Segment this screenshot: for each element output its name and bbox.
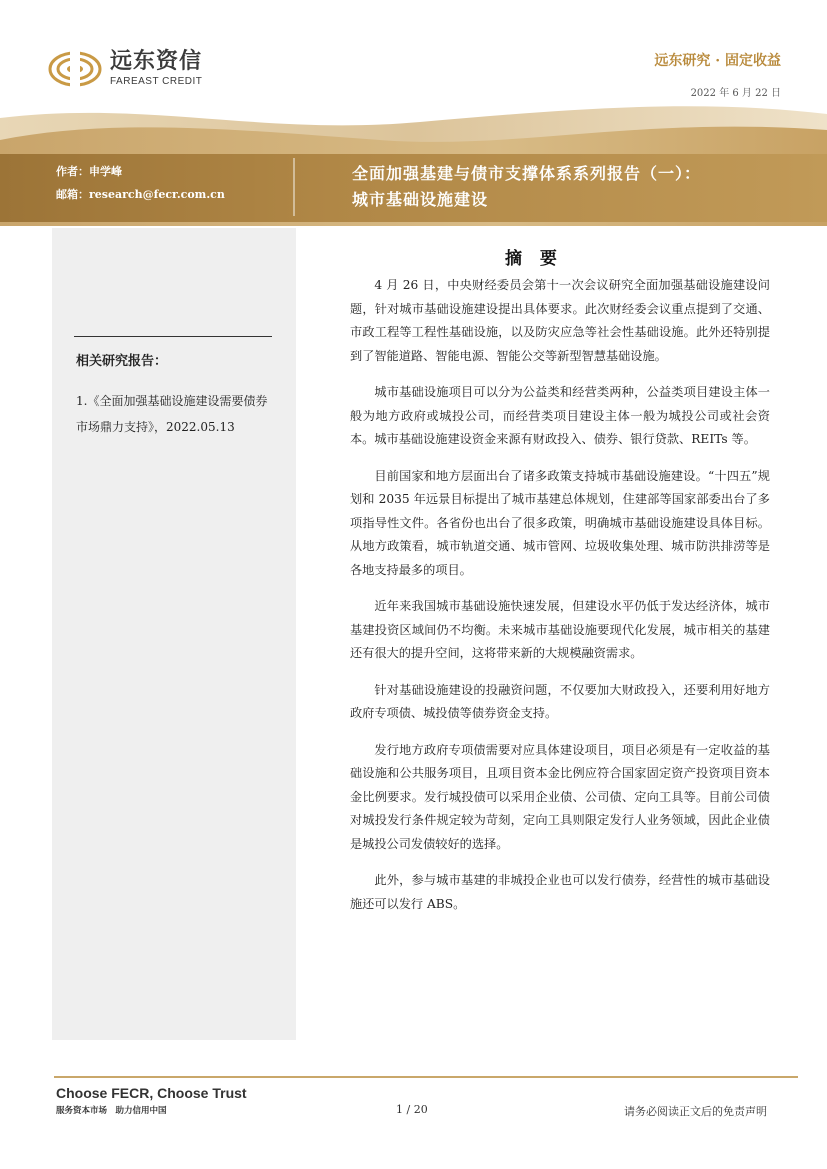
footer-subtitle: 服务资本市场 助力信用中国 [56, 1106, 167, 1116]
sidebar-divider [74, 336, 272, 337]
logo [48, 50, 202, 88]
footer-slogan: Choose FECR, Choose Trust [56, 1085, 247, 1101]
abstract-paragraph: 针对基础设施建设的投融资问题，不仅要加大财政投入，还要利用好地方政府专项债、城投债等债券资金支持。 [350, 682, 770, 720]
page-number: 1 / 20 [396, 1103, 428, 1116]
related-reports-title: 相关研究报告： [76, 354, 168, 369]
related-report-item[interactable]: 1.《全面加强基础设施建设需要债券市场鼎力支持》，2022.05.13 [76, 394, 268, 434]
footer-divider [54, 1076, 798, 1078]
logo-english-name: FAREAST CREDIT [110, 76, 203, 87]
abstract-paragraph: 发行地方政府专项债需要对应具体建设项目，项目必须是有一定收益的基础设施和公共服务项目，且项目资本金比例应符合国家固定资产投资项目资本金比例要求。发行城投债可以采用企业债、公司债、定向工具等。目前公司债对城投发行条件规定较为苛刻，定向工具则限定发行人业务领域，因此企业债是城投公司发债较好的选择。 [350, 742, 770, 851]
author: 作者：申学峰 [56, 165, 122, 178]
report-title-line2: 城市基础设施建设 [352, 190, 489, 209]
abstract-paragraph: 城市基础设施项目可以分为公益类和经营类两种，公益类项目建设主体一般为地方政府或城投公司，而经营类项目建设主体一般为城投公司或社会资本。城市基础设施建设资金来源有财政投入、债券、银行贷款、REITs 等。 [350, 385, 770, 446]
abstract-paragraph: 4 月 26 日，中央财经委员会第十一次会议研究全面加强基础设施建设问题，针对城市基础设施建设提出具体要求。此次财经委会议重点提到了交通、市政工程等工程性基础设施，以及防灾应急等社会性基础设施。此外还特别提到了智能道路、智能电源、智能公交等新型智慧基础设施。 [350, 278, 770, 363]
abstract-paragraph: 近年来我国城市基础设施快速发展，但建设水平仍低于发达经济体，城市基建投资区域间仍不均衡。未来城市基础设施要现代化发展，城市相关的基建还有很大的提升空间，这将带来新的大规模融资需求。 [350, 599, 770, 660]
abstract-paragraph: 此外，参与城市基建的非城投企业也可以发行债券，经营性的城市基础设施还可以发行 ABS。 [350, 873, 770, 911]
report-title-line1: 全面加强基建与债市支撑体系系列报告（一）： [352, 164, 702, 183]
author-email[interactable]: 邮箱：research@fecr.com.cn [56, 188, 225, 201]
abstract-title: 摘 要 [505, 249, 563, 269]
research-category: 远东研究 · 固定收益 [654, 53, 781, 69]
fareast-logo-icon [48, 50, 102, 88]
abstract-body [350, 274, 770, 929]
abstract-paragraph: 目前国家和地方层面出台了诸多政策支持城市基础设施建设。“十四五”规划和 2035 年远景目标提出了城市基建总体规划，住建部等国家部委出台了多项指导性文件。各省份也出台了很多政策，明确城市基础设施建设具体目标。从地方政策看，城市轨道交通、城市管网、垃圾收集处理、城市防洪排涝等是各地支持最多的项目。 [350, 468, 770, 577]
sidebar [52, 228, 296, 1040]
banner-divider [293, 158, 295, 216]
disclaimer-note: 请务必阅读正文后的免责声明 [624, 1105, 767, 1118]
report-date: 2022 年 6 月 22 日 [690, 88, 781, 99]
logo-chinese-name: 远东资信 [110, 49, 203, 74]
